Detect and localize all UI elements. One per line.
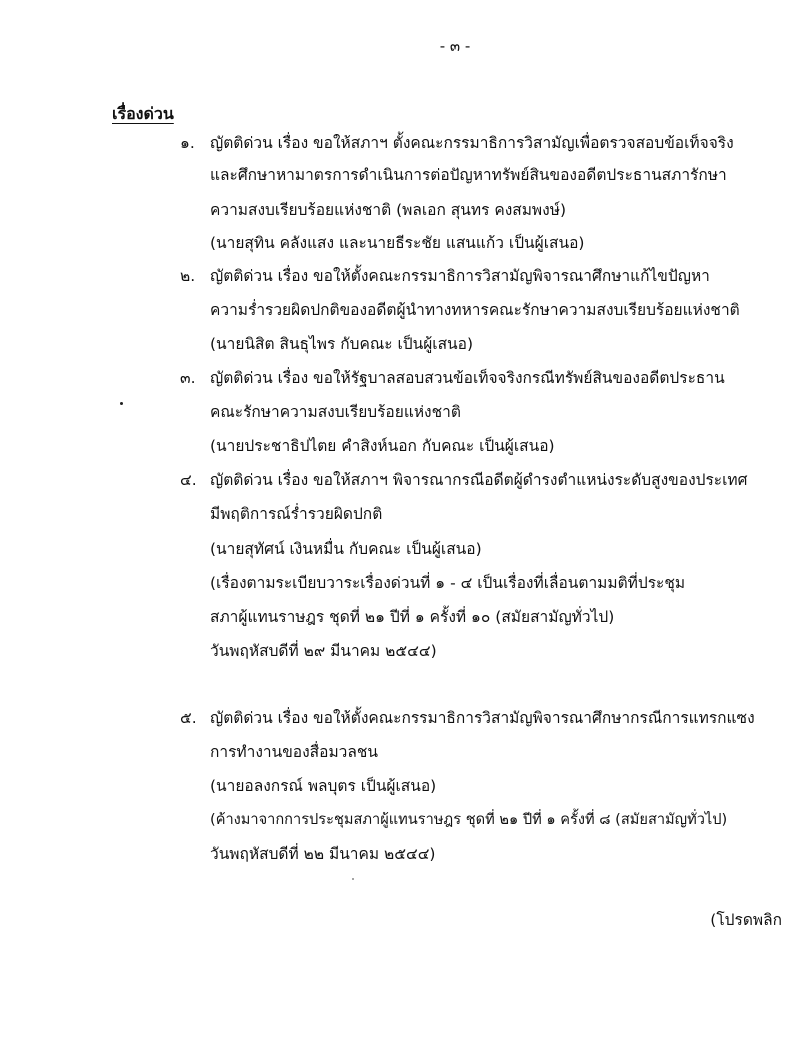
scan-mark xyxy=(352,878,354,880)
item-note: สภาผู้แทนราษฎร ชุดที่ ๒๑ ปีที่ ๑ ครั้งที่ ๑๐ (สมัยสามัญทั่วไป) xyxy=(210,608,615,626)
item-line: และศึกษาหามาตรการดำเนินการต่อปัญหาทรัพย์สินของอดีตประธานสภารักษา xyxy=(210,166,727,184)
item-proposer: (นายนิสิต สินธุไพร กับคณะ เป็นผู้เสนอ) xyxy=(210,335,474,353)
item-line: ญัตติด่วน เรื่อง ขอให้สภาฯ พิจารณากรณีอดีตผู้ดำรงตำแหน่งระดับสูงของประเทศ xyxy=(210,471,748,489)
item-proposer: (นายสุทิน คลังแสง และนายธีระชัย แสนแก้ว เป็นผู้เสนอ) xyxy=(210,234,585,252)
item-number: ๔. xyxy=(180,471,197,489)
item-number: ๓. xyxy=(180,369,196,387)
item-proposer: (นายสุทัศน์ เงินหมื่น กับคณะ เป็นผู้เสนอ) xyxy=(210,540,482,558)
item-note: (ค้างมาจากการประชุมสภาผู้แทนราษฎร ชุดที่ ๒๑ ปีที่ ๑ ครั้งที่ ๘ (สมัยสามัญทั่วไป) xyxy=(210,811,728,828)
item-line: ความสงบเรียบร้อยแห่งชาติ (พลเอก สุนทร คงสมพงษ์) xyxy=(210,201,566,219)
page-turn-note: (โปรดพลิก xyxy=(710,911,782,929)
item-number: ๑. xyxy=(180,134,195,152)
page-number: - ๓ - xyxy=(439,37,471,55)
item-note: วันพฤหัสบดีที่ ๒๙ มีนาคม ๒๕๔๔) xyxy=(210,642,437,660)
item-proposer: (นายประชาธิปไตย คำสิงห์นอก กับคณะ เป็นผู้เสนอ) xyxy=(210,437,555,455)
item-note: วันพฤหัสบดีที่ ๒๒ มีนาคม ๒๕๔๔) xyxy=(210,845,436,863)
item-number: ๕. xyxy=(180,709,197,727)
item-number: ๒. xyxy=(180,267,196,285)
item-proposer: (นายอลงกรณ์ พลบุตร เป็นผู้เสนอ) xyxy=(210,777,437,795)
item-line: คณะรักษาความสงบเรียบร้อยแห่งชาติ xyxy=(210,403,461,421)
item-line: การทำงานของสื่อมวลชน xyxy=(210,743,378,761)
item-line: ญัตติด่วน เรื่อง ขอให้สภาฯ ตั้งคณะกรรมาธิการวิสามัญเพื่อตรวจสอบข้อเท็จจริง xyxy=(210,134,734,152)
item-note: (เรื่องตามระเบียบวาระเรื่องด่วนที่ ๑ - ๔ เป็นเรื่องที่เลื่อนตามมติที่ประชุม xyxy=(210,574,686,592)
item-line: ความร่ำรวยผิดปกติของอดีตผู้นำทางทหารคณะรักษาความสงบเรียบร้อยแห่งชาติ xyxy=(210,301,740,319)
item-line: ญัตติด่วน เรื่อง ขอให้รัฐบาลสอบสวนข้อเท็จจริงกรณีทรัพย์สินของอดีตประธาน xyxy=(210,369,725,387)
item-line: มีพฤติการณ์ร่ำรวยผิดปกติ xyxy=(210,505,383,523)
section-heading: เรื่องด่วน xyxy=(112,104,174,123)
item-line: ญัตติด่วน เรื่อง ขอให้ตั้งคณะกรรมาธิการวิสามัญพิจารณาศึกษาแก้ไขปัญหา xyxy=(210,267,710,285)
item-line: ญัตติด่วน เรื่อง ขอให้ตั้งคณะกรรมาธิการวิสามัญพิจารณาศึกษากรณีการแทรกแซง xyxy=(210,709,755,727)
scan-mark xyxy=(120,402,123,405)
